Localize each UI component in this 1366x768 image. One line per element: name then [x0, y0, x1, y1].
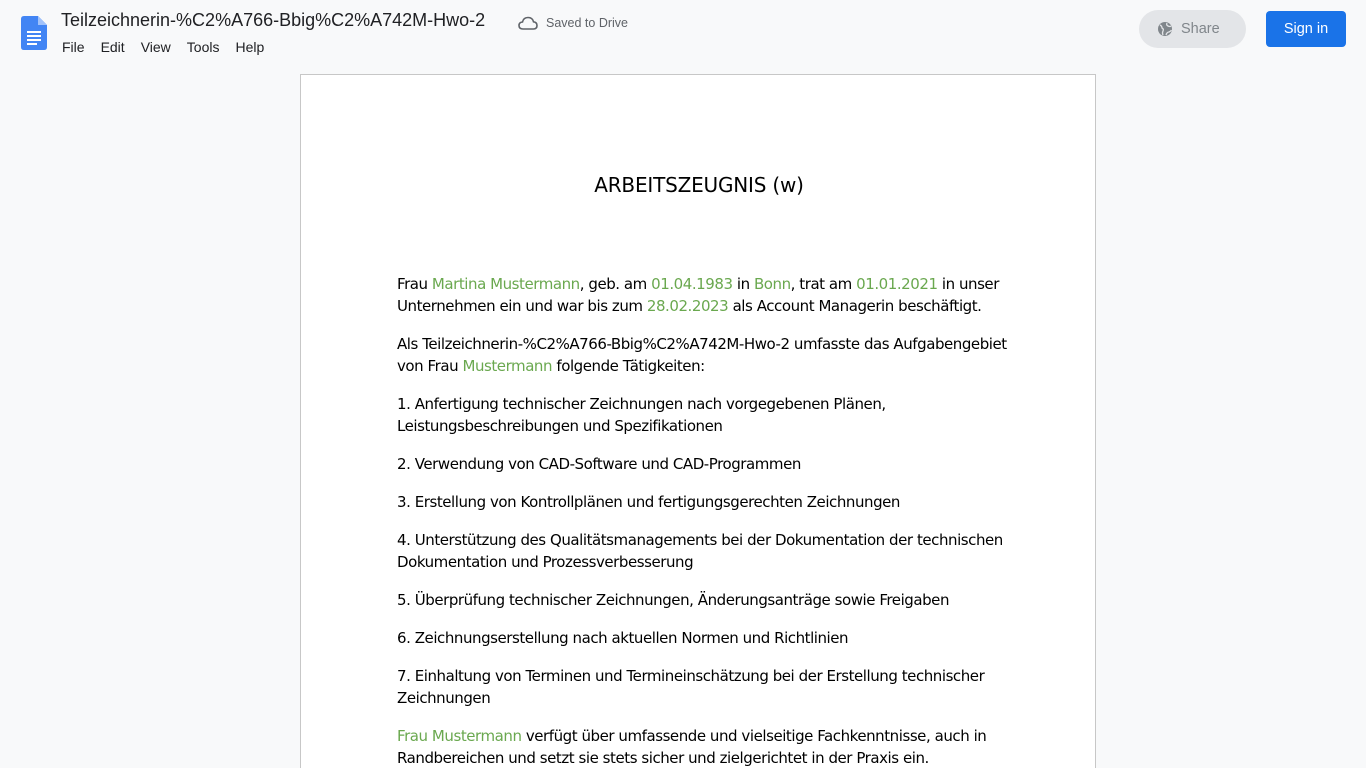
- task-item: 1. Anfertigung technischer Zeichnungen nach vorgegebenen Plänen, Leistungsbeschreibungen und Spezifikationen: [397, 395, 886, 435]
- task-item: 5. Überprüfung technischer Zeichnungen, Änderungsanträge sowie Freigaben: [397, 591, 950, 609]
- task-item: 2. Verwendung von CAD-Software und CAD-Programmen: [397, 455, 801, 473]
- share-button[interactable]: [1139, 10, 1246, 48]
- end-date: 28.02.2023: [646, 297, 729, 315]
- tasks-intro-paragraph: [397, 333, 1009, 377]
- text-run: verfügt über umfassende und vielseitige Fachkenntnisse, auch in Randbereichen und setzt sie stets sicher und zielgerichtet in der Praxis ein.: [397, 727, 987, 767]
- menu-file[interactable]: File: [62, 38, 85, 55]
- menu-edit[interactable]: Edit: [100, 38, 125, 55]
- sign-in-button[interactable]: Sign in: [1266, 11, 1346, 47]
- employee-name: Martina Mustermann: [431, 275, 580, 293]
- closing-paragraph: [397, 725, 1009, 768]
- task-item: 6. Zeichnungserstellung nach aktuellen Normen und Richtlinien: [397, 629, 849, 647]
- globe-icon: [1157, 21, 1173, 37]
- text-run: Als Teilzeichnerin-%C2%A766-Bbig%C2%A742M-Hwo-2 umfasste das Aufgabengebiet von Frau: [397, 335, 1007, 375]
- task-item: 3. Erstellung von Kontrollplänen und fertigungsgerechten Zeichnungen: [397, 493, 900, 511]
- share-label: Share: [1181, 21, 1220, 37]
- employee-surname: Mustermann: [462, 357, 553, 375]
- birth-date: 01.04.1983: [651, 275, 733, 293]
- birth-city: Bonn: [753, 275, 791, 293]
- start-date: 01.01.2021: [856, 275, 938, 293]
- cloud-done-icon: [518, 16, 538, 30]
- text-run: folgende Tätigkeiten:: [552, 357, 705, 375]
- menu-help[interactable]: Help: [235, 38, 265, 55]
- document-title[interactable]: Teilzeichnerin-%C2%A766-Bbig%C2%A742M-Hwo-2: [61, 10, 486, 30]
- menu-bar: [54, 36, 272, 58]
- text-run: Frau: [397, 275, 432, 293]
- docs-logo-icon[interactable]: [21, 16, 47, 50]
- text-run: , geb. am: [579, 275, 652, 293]
- text-run: in unser Unternehmen ein und war bis zum: [397, 275, 999, 315]
- employee-full-name: Frau Mustermann: [397, 727, 522, 745]
- saved-status[interactable]: [518, 13, 628, 33]
- text-run: als Account Managerin beschäftigt.: [728, 297, 982, 315]
- menu-tools[interactable]: Tools: [186, 38, 220, 55]
- text-run: , trat am: [790, 275, 857, 293]
- menu-view[interactable]: View: [140, 38, 171, 55]
- document-body: [397, 273, 1009, 768]
- document-heading: ARBEITSZEUGNIS (w): [594, 173, 804, 197]
- saved-status-label: Saved to Drive: [546, 16, 628, 30]
- task-item: 7. Einhaltung von Terminen und Termineinschätzung bei der Erstellung technischer Zeichnungen: [397, 667, 985, 707]
- intro-paragraph: [397, 273, 1009, 317]
- document-page[interactable]: [300, 74, 1096, 768]
- app-header: [0, 0, 1366, 64]
- text-run: in: [732, 275, 754, 293]
- task-item: 4. Unterstützung des Qualitätsmanagements bei der Dokumentation der technischen Dokumentation und Prozessverbesserung: [397, 531, 1003, 571]
